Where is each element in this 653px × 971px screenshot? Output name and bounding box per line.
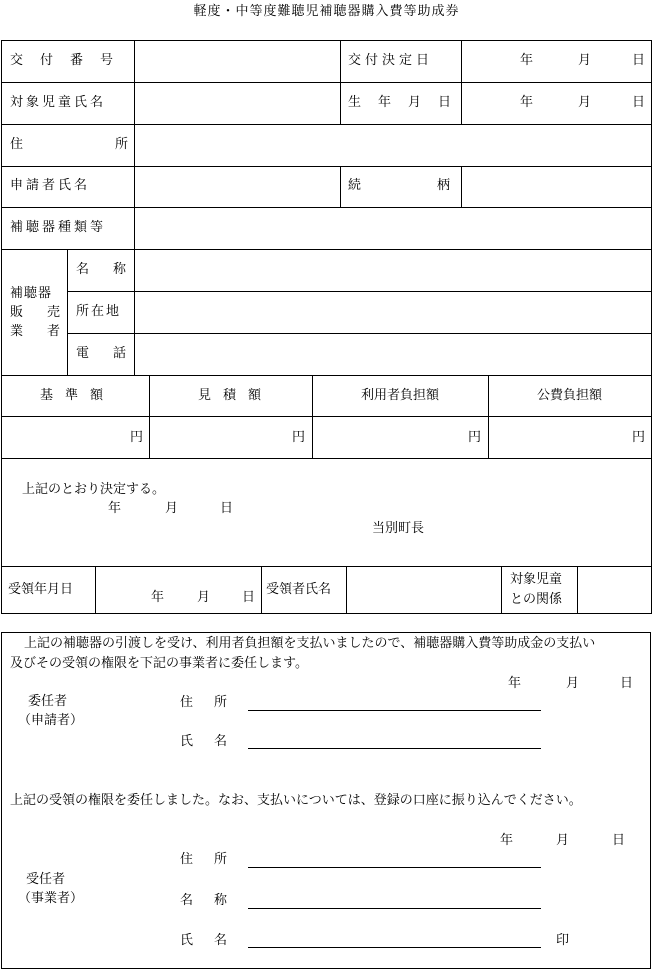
koufu-bangou-label: 交付番号: [10, 53, 131, 68]
junin-shimei-label: 氏 名: [180, 933, 232, 948]
kouhi-yen: 円: [632, 430, 646, 445]
juninsha-label: 受任者: [26, 872, 66, 887]
delegation-para1-line2: 及びその受領の権限を下記の事業者に委任します。: [10, 656, 308, 671]
juryou-nengappi-label: 受領年月日: [8, 582, 74, 597]
kettei2-hi: 日: [220, 501, 234, 516]
seinen-hi: 日: [632, 95, 646, 110]
kettei-nen: 年: [520, 53, 534, 68]
riyousha-futangaku-label: 利用者負担額: [360, 388, 439, 403]
inin-nen: 年: [508, 676, 522, 691]
inin-juusho-line[interactable]: [248, 710, 541, 711]
hochouki-shuruitou-label: 補聴器種類等: [10, 220, 107, 235]
shinseisha-label: （申請者）: [18, 713, 84, 728]
junin-juusho-line[interactable]: [248, 867, 541, 868]
shozaichi-label: 所在地: [76, 304, 122, 319]
inin-shimei-line[interactable]: [248, 748, 541, 749]
juryou-hi: 日: [242, 590, 256, 605]
koufu-kettei-bi-label: 交付決定日: [348, 53, 434, 68]
zokugara-label: 続柄: [348, 178, 527, 193]
inin-sha-label: 委任者: [28, 694, 68, 709]
hanbai-gyousha-label-3: 業者: [10, 324, 85, 339]
juryou-tsuki: 月: [197, 590, 211, 605]
delegation-para2: 上記の受領の権限を委任しました。なお、支払いについては、登録の口座に振り込んでください。: [10, 793, 582, 808]
in-seal-mark: 印: [556, 933, 570, 948]
delegation-para1-line1: 上記の補聴器の引渡しを受け、利用者負担額を支払いましたので、補聴器購入費等助成金の支払い: [24, 636, 596, 651]
seinen-nen: 年: [520, 95, 534, 110]
junin-meishou-line[interactable]: [248, 908, 541, 909]
kettei-text: 上記のとおり決定する。: [22, 482, 166, 497]
jigyousha-label: （事業者）: [18, 891, 84, 906]
junin-juusho-label: 住 所: [180, 852, 232, 867]
taishou-jidou-label-2: との関係: [510, 592, 563, 607]
junin-meishou-label: 名 称: [180, 893, 232, 908]
kijungaku-label: 基準額: [40, 388, 116, 403]
mitsumorigaku-yen: 円: [292, 430, 306, 445]
chouchou: 当別町長: [372, 521, 425, 536]
riyousha-yen: 円: [468, 430, 482, 445]
kettei2-nen: 年: [108, 501, 122, 516]
denwa-label: 電話: [76, 346, 151, 361]
kijungaku-yen: 円: [130, 430, 144, 445]
seinengappi-label: 生年月日: [348, 95, 469, 110]
juryousha-shimei-label: 受領者氏名: [266, 582, 332, 597]
junin-nen: 年: [500, 833, 514, 848]
juusho-label: 住所: [10, 137, 221, 152]
mitsumorigaku-label: 見積額: [198, 388, 274, 403]
hanbai-gyousha-label-1: 補聴器: [10, 286, 53, 301]
kettei-tsuki: 月: [578, 53, 592, 68]
taishou-jidou-shimei-label: 対象児童氏名: [10, 95, 107, 110]
junin-tsuki: 月: [556, 833, 570, 848]
form-title: 軽度・中等度難聴児補聴器購入費等助成券: [193, 4, 460, 19]
shinseisha-shimei-label: 申請者氏名: [10, 178, 91, 193]
juryou-nen: 年: [151, 590, 165, 605]
seinen-tsuki: 月: [578, 95, 592, 110]
inin-juusho-label: 住 所: [180, 695, 232, 710]
kettei2-tsuki: 月: [165, 501, 179, 516]
kettei-hi: 日: [632, 53, 646, 68]
junin-hi: 日: [612, 833, 626, 848]
inin-shimei-label: 氏 名: [180, 734, 232, 749]
meishou-label: 名称: [76, 262, 151, 277]
taishou-jidou-label-1: 対象児童: [510, 572, 563, 587]
inin-tsuki: 月: [566, 676, 580, 691]
hanbai-gyousha-label-2: 販売: [10, 305, 85, 320]
junin-shimei-line[interactable]: [248, 947, 541, 948]
inin-hi: 日: [620, 676, 634, 691]
kouhi-futangaku-label: 公費負担額: [536, 388, 602, 403]
